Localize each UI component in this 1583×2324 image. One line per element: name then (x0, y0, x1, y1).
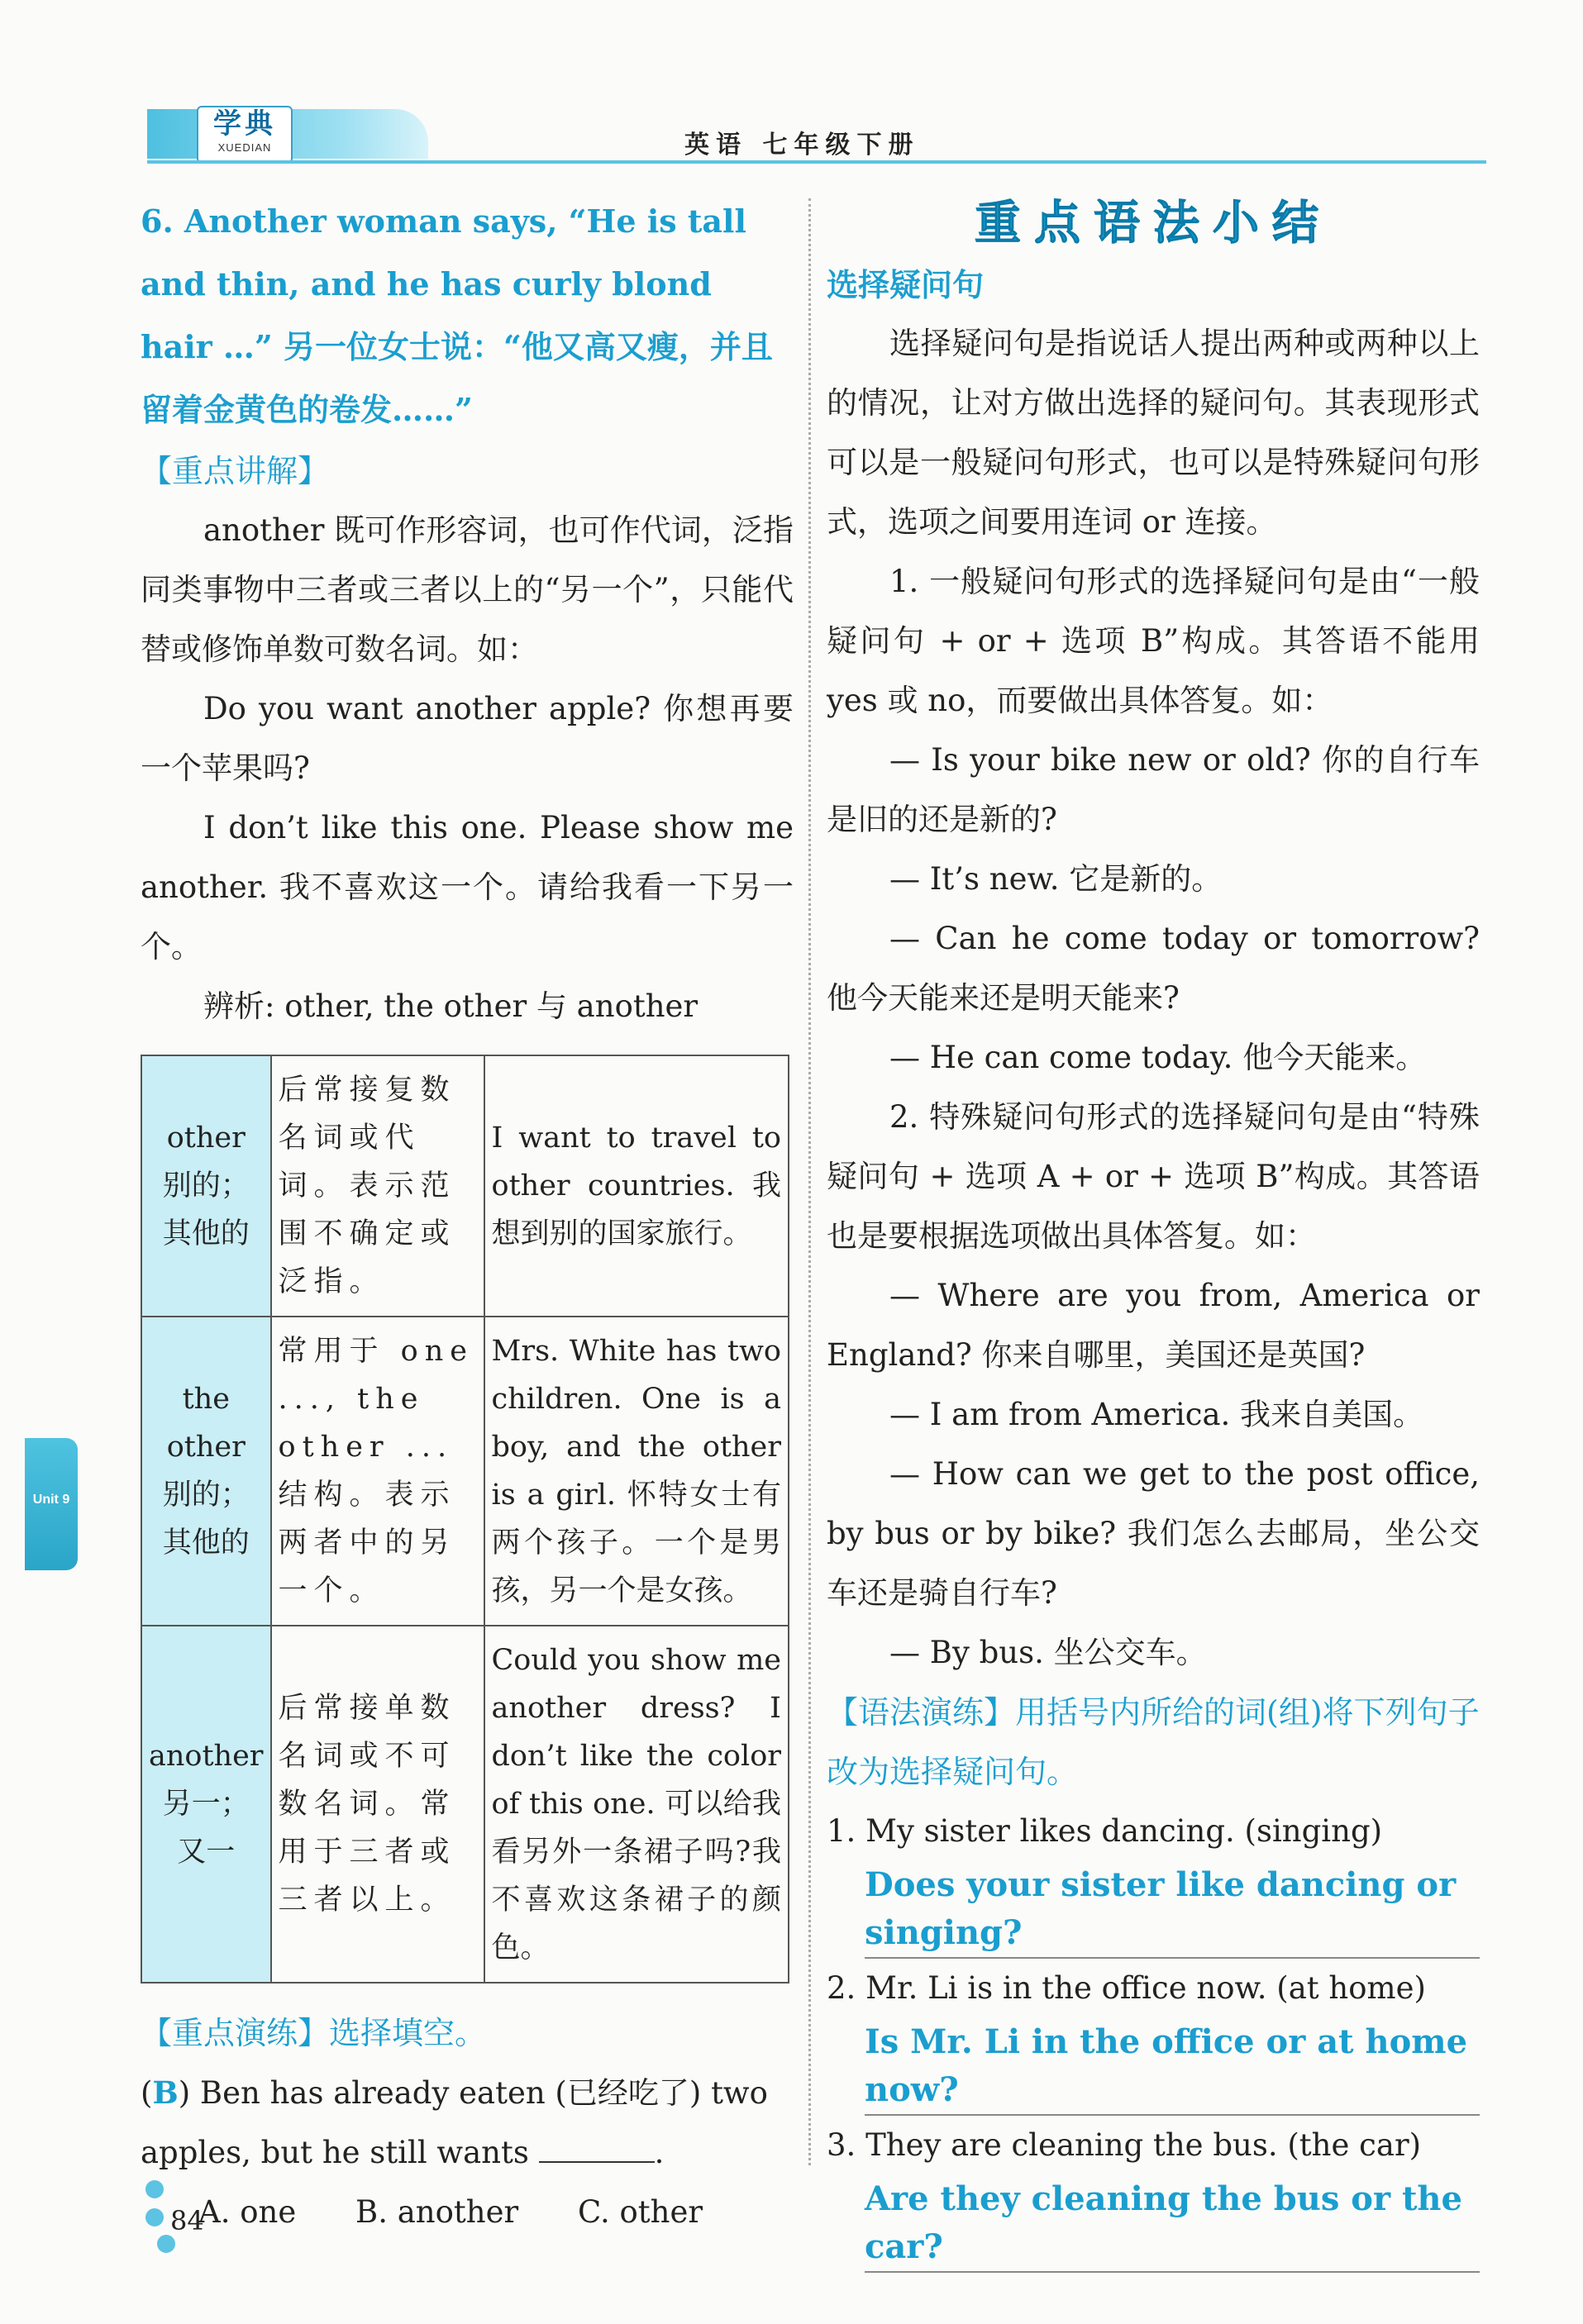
dot (157, 2235, 175, 2253)
section-heading: 重点语法小结 (975, 196, 1332, 250)
dialog-line: — How can we get to the post office, by bus or by bike? 我们怎么去邮局，坐公交车还是骑自行车? (827, 1456, 1480, 1611)
question-text: Ben has already eaten (已经吃了) two apples, but he still wants (141, 2075, 768, 2170)
key-points-label: 【重点讲解】 (141, 453, 330, 489)
grammar-subheading: 选择疑问句 (827, 266, 985, 303)
example-2: I don’t like this one. Please show me another. 我不喜欢这一个。请给我看一下另一个。 (141, 810, 794, 964)
table-row (141, 1055, 789, 1317)
table-cell-word: another 另一；又一 (141, 1626, 271, 1983)
logo-cn-text: 学典 (213, 107, 276, 140)
grammar-point-1: 1. 一般疑问句形式的选择疑问句是由“一般疑问句 + or + 选项 B”构成。其答语不能用 yes 或 no，而要做出具体答复。如： (827, 564, 1480, 718)
logo (197, 106, 293, 164)
page-number: 84 (170, 2205, 204, 2236)
item-title: 6. Another woman says, “He is tall and thin, and he has curly blond hair …” 另一位女士说：“他又高又瘦，并且留着金黄色的卷发……” (141, 202, 773, 428)
header-subject: 英语 七年级下册 (684, 131, 920, 160)
column-divider (808, 198, 811, 2165)
option-b[interactable]: B. another (355, 2194, 519, 2230)
dialog-line: — I am from America. 我来自美国。 (889, 1397, 1424, 1432)
table-row (141, 1317, 789, 1626)
exercise-answer[interactable]: Is Mr. Li in the office or at home now? (865, 2018, 1480, 2116)
grammar-practice-label: 【语法演练】用括号内所给的词(组)将下列句子改为选择疑问句。 (827, 1694, 1480, 1790)
practice-label: 【重点演练】选择填空。 (141, 2015, 487, 2051)
answer-blank[interactable] (539, 2131, 655, 2163)
table-cell-usage: 后常接复数名词或代词。表示范围不确定或泛指。 (271, 1055, 484, 1317)
header-divider (147, 160, 1486, 164)
table-cell-usage: 后常接单数名词或不可数名词。常用于三者或三者以上。 (271, 1626, 484, 1983)
dot (145, 2208, 164, 2226)
example-1: Do you want another apple? 你想再要一个苹果吗? (141, 691, 794, 786)
option-a[interactable]: A. one (198, 2194, 297, 2230)
dialog-line: — He can come today. 他今天能来。 (889, 1040, 1427, 1075)
comparison-table (141, 1055, 789, 1983)
left-column (141, 190, 794, 2242)
grammar-intro: 选择疑问句是指说话人提出两种或两种以上的情况，让对方做出选择的疑问句。其表现形式可以是一般疑问句形式，也可以是特殊疑问句形式，选项之间要用连词 or 连接。 (827, 326, 1480, 540)
table-cell-word: other 别的；其他的 (141, 1055, 271, 1317)
exercise-question: 3. They are cleaning the bus. (the car) (827, 2127, 1422, 2163)
exercise-answer[interactable]: Does your sister like dancing or singing? (865, 1861, 1480, 1959)
exercise-answer[interactable]: Are they cleaning the bus or the car? (865, 2175, 1480, 2273)
table-cell-usage: 常用于 one ..., the other ... 结构。表示两者中的另一个。 (271, 1317, 484, 1626)
question-options (141, 2183, 794, 2242)
dialog-line: — By bus. 坐公交车。 (889, 1635, 1207, 1670)
dot (145, 2180, 164, 2198)
exercise-question: 2. Mr. Li is in the office now. (at home) (827, 1970, 1426, 2006)
logo-en-text: XUEDIAN (217, 141, 272, 154)
right-column (827, 190, 1480, 2273)
choice-question: (B) Ben has already eaten (已经吃了) two apples, but he still wants . (141, 2074, 768, 2170)
exercise-question: 1. My sister likes dancing. (singing) (827, 1813, 1383, 1849)
question-answer: B (152, 2074, 179, 2111)
dialog-line: — Can he come today or tomorrow? 他今天能来还是明天能来? (827, 921, 1480, 1016)
table-cell-example: I want to travel to other countries. 我想到别的国家旅行。 (484, 1055, 789, 1317)
table-cell-example: Could you show me another dress? I don’t like the color of this one. 可以给我看另外一条裙子吗?我不喜欢这条裙子的颜色。 (484, 1626, 789, 1983)
table-cell-example: Mrs. White has two children. One is a boy, and the other is a girl. 怀特女士有两个孩子。一个是男孩，另一个是女孩。 (484, 1317, 789, 1626)
dialog-line: — Where are you from, America or England? 你来自哪里，美国还是英国? (827, 1278, 1480, 1373)
explanation: another 既可作形容词，也可作代词，泛指同类事物中三者或三者以上的“另一个”，只能代替或修饰单数可数名词。如： (141, 512, 794, 667)
unit-side-tab (25, 1438, 78, 1570)
unit-label: Unit 9 (32, 1493, 70, 1507)
grammar-point-2: 2. 特殊疑问句形式的选择疑问句是由“特殊疑问句 + 选项 A + or + 选项 B”构成。其答语也是要根据选项做出具体答复。如： (827, 1099, 1480, 1254)
table-cell-word: the other 别的；其他的 (141, 1317, 271, 1626)
dialog-line: — Is your bike new or old? 你的自行车是旧的还是新的? (827, 742, 1480, 837)
dialog-line: — It’s new. 它是新的。 (889, 861, 1223, 897)
option-c[interactable]: C. other (577, 2194, 703, 2230)
comparison-title: 辨析: other, the other 与 another (203, 988, 699, 1024)
table-row (141, 1626, 789, 1983)
